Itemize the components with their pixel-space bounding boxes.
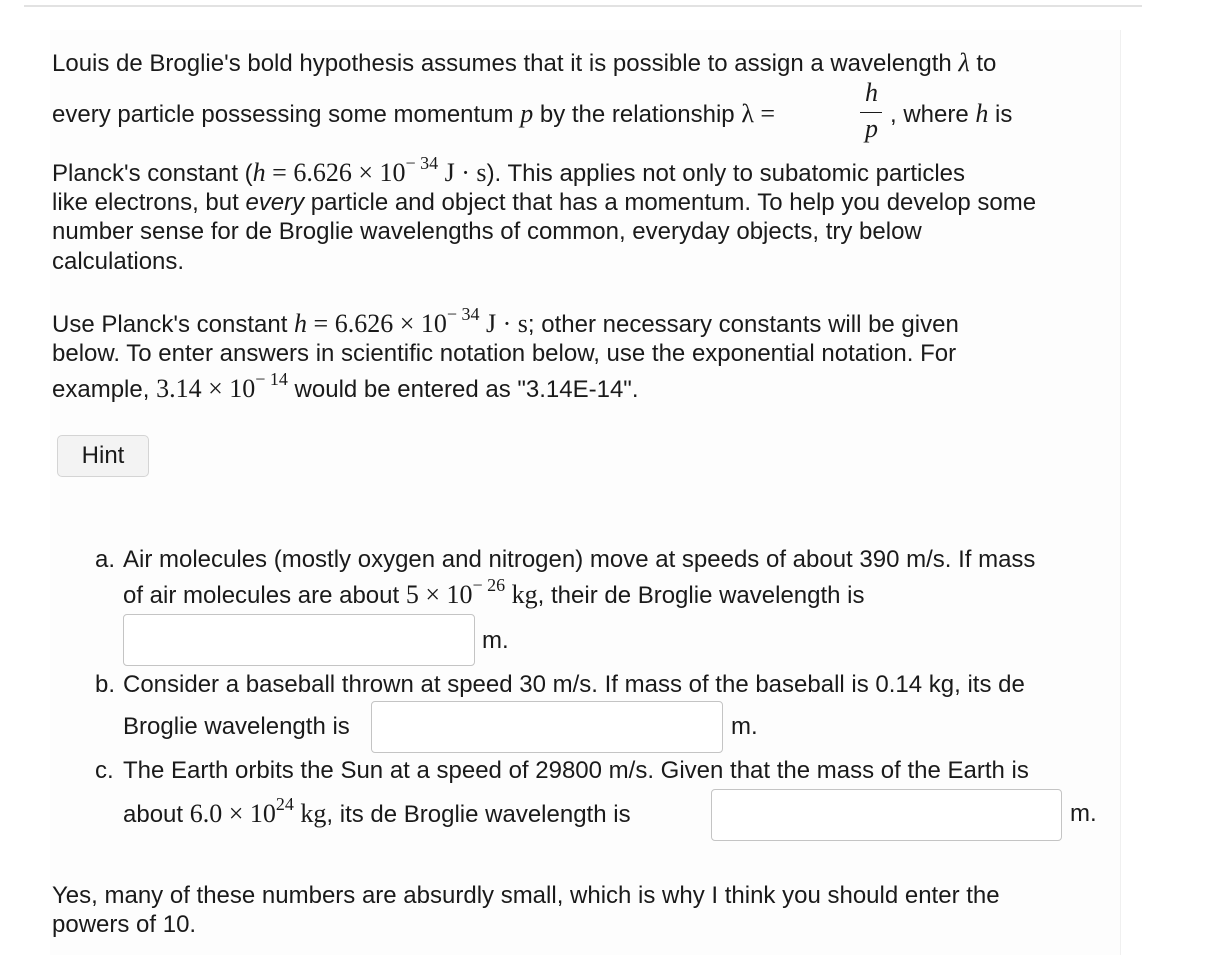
question-a-marker: a. (95, 546, 116, 573)
question-b-line-2: Broglie wavelength is (123, 713, 350, 740)
question-b-marker: b. (95, 671, 116, 698)
intro-line-5: number sense for de Broglie wavelengths of common, everyday objects, try below (52, 218, 922, 245)
intro-line-3: Planck's constant ($h = 6.626 \times 10^{- 34}$ J · s). This applies not only to subatomic particles (52, 153, 966, 187)
question-b-line-1: Consider a baseball thrown at speed 30 m/s. If mass of the baseball is 0.14 kg, its de (123, 671, 1025, 698)
question-a-line-2: of air molecules are about $5 \times 10^{- 26}$ kg, their de Broglie wavelength is (123, 575, 865, 609)
question-b-answer-input[interactable] (371, 701, 723, 753)
fraction-numerator: h (865, 78, 878, 107)
intro-line-2-end: , where h is (890, 99, 1013, 128)
question-a-unit: m. (482, 627, 509, 654)
wavelength-fraction (858, 78, 886, 150)
fraction-bar (860, 112, 882, 113)
question-c-unit: m. (1070, 800, 1097, 827)
instructions-line-1: Use Planck's constant $h = 6.626 \times 10^{- 34}$ J · s; other necessary constants will be given (52, 304, 959, 338)
top-divider (24, 5, 1142, 7)
question-b-unit: m. (731, 713, 758, 740)
question-a-line-1: Air molecules (mostly oxygen and nitrogen) move at speeds of about 390 m/s. If mass (123, 546, 1036, 573)
intro-line-1: Louis de Broglie's bold hypothesis assumes that it is possible to assign a wavelength λ to (52, 48, 997, 77)
fraction-denominator: p (865, 114, 878, 143)
hint-button[interactable]: Hint (57, 435, 149, 477)
question-c-line-1: The Earth orbits the Sun at a speed of 29800 m/s. Given that the mass of the Earth is (123, 757, 1029, 784)
instructions-line-2: below. To enter answers in scientific notation below, use the exponential notation. For (52, 340, 957, 367)
question-c-line-2: about $6.0 \times 10^{24}$ kg, its de Broglie wavelength is (123, 794, 631, 828)
question-c-marker: c. (95, 757, 114, 784)
closing-line-1: Yes, many of these numbers are absurdly small, which is why I think you should enter the (52, 882, 1000, 909)
question-a-answer-input[interactable] (123, 614, 475, 666)
question-c-answer-input[interactable] (711, 789, 1062, 841)
intro-line-2: every particle possessing some momentum p by the relationship λ = (52, 99, 776, 128)
intro-line-4: like electrons, but every particle and object that has a momentum. To help you develop some (52, 189, 1037, 216)
intro-line-6: calculations. (52, 248, 185, 275)
instructions-line-3: example, $3.14 \times 10^{- 14}$ would be entered as "3.14E-14". (52, 369, 639, 403)
closing-line-2: powers of 10. (52, 911, 197, 938)
